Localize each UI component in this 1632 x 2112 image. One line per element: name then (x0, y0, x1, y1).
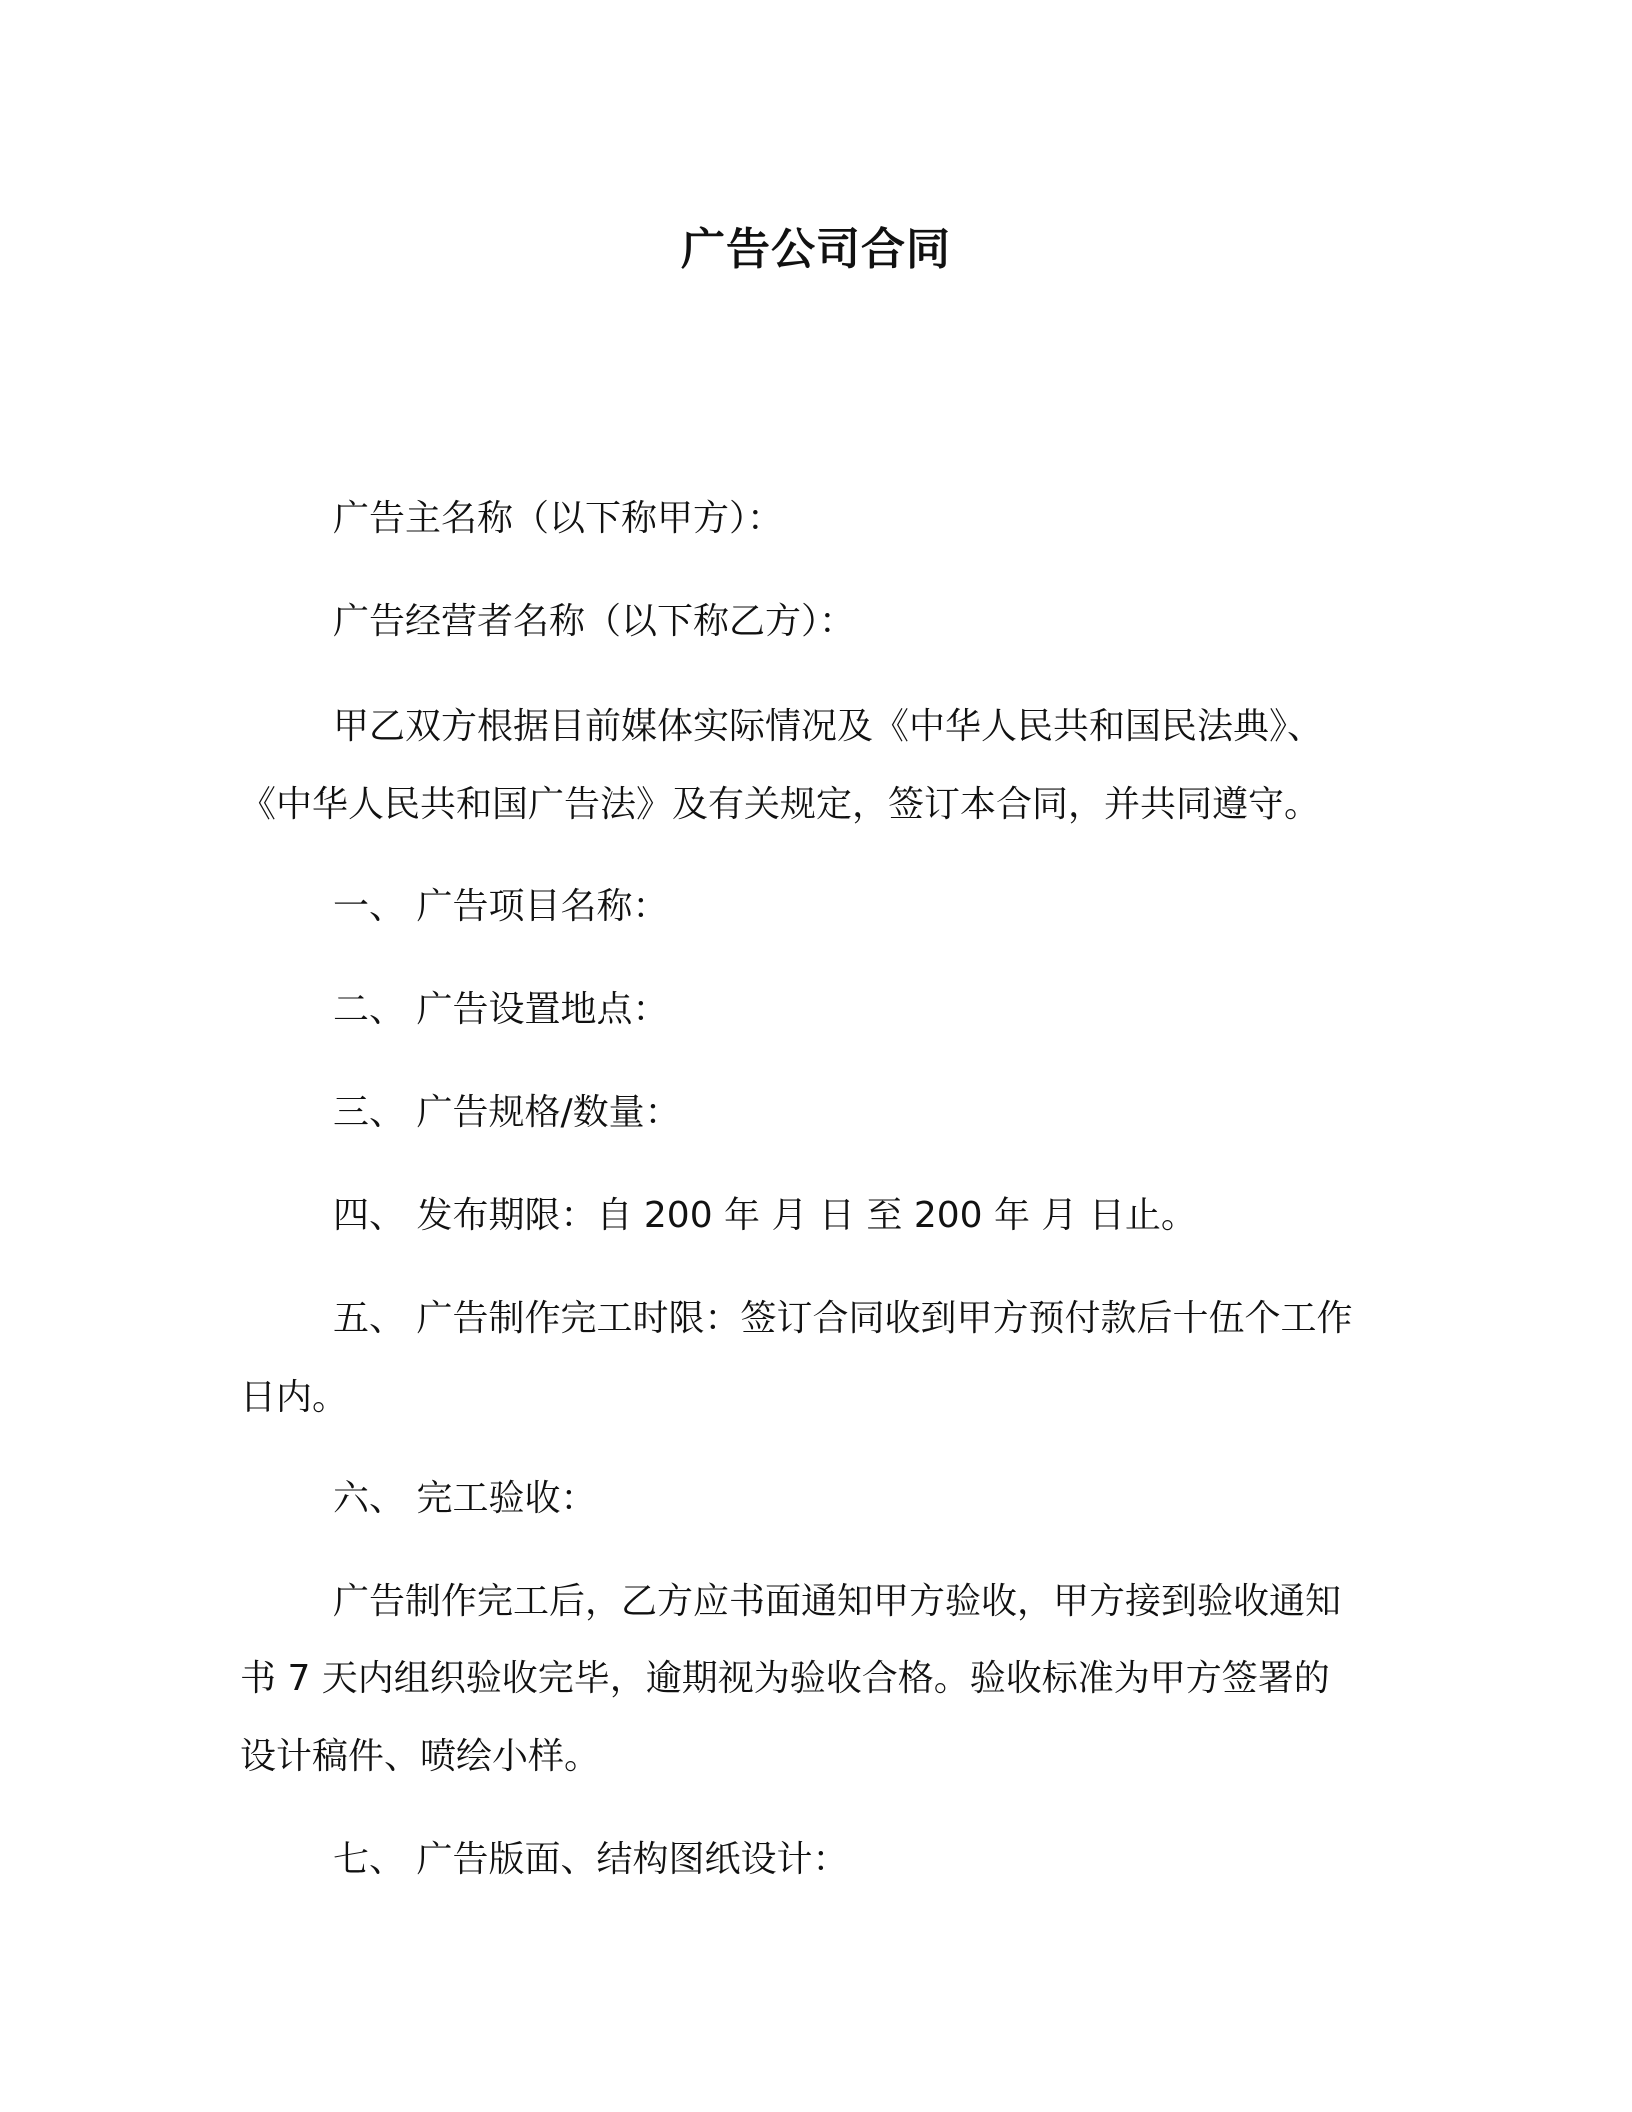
acceptance-line-2: 书 7 天内组织验收完毕，逾期视为验收合格。验收标准为甲方签署的 (240, 1658, 1330, 1699)
clause-7: 七、 广告版面、结构图纸设计： (333, 1839, 849, 1880)
preamble-line-2: 《中华人民共和国广告法》及有关规定，签订本合同，并共同遵守。 (240, 784, 1321, 825)
document-title: 广告公司合同 (681, 224, 951, 275)
clause-5-line-1: 五、 广告制作完工时限：签订合同收到甲方预付款后十伍个工作 (333, 1298, 1353, 1339)
clause-3: 三、 广告规格/数量： (333, 1092, 681, 1133)
clause-4: 四、 发布期限：自 200 年 月 日 至 200 年 月 日止。 (333, 1195, 1197, 1236)
clause-1: 一、 广告项目名称： (333, 886, 669, 927)
party-a-line: 广告主名称（以下称甲方）： (333, 498, 784, 539)
preamble-line-1: 甲乙双方根据目前媒体实际情况及《中华人民共和国民法典》、 (333, 706, 1324, 747)
acceptance-line-3: 设计稿件、喷绘小样。 (240, 1736, 601, 1777)
party-b-line: 广告经营者名称（以下称乙方）： (333, 601, 856, 642)
clause-6: 六、 完工验收： (333, 1478, 597, 1519)
acceptance-line-1: 广告制作完工后，乙方应书面通知甲方验收，甲方接到验收通知 (333, 1581, 1342, 1622)
clause-2: 二、 广告设置地点： (333, 989, 669, 1030)
clause-5-line-2: 日内。 (240, 1377, 349, 1418)
